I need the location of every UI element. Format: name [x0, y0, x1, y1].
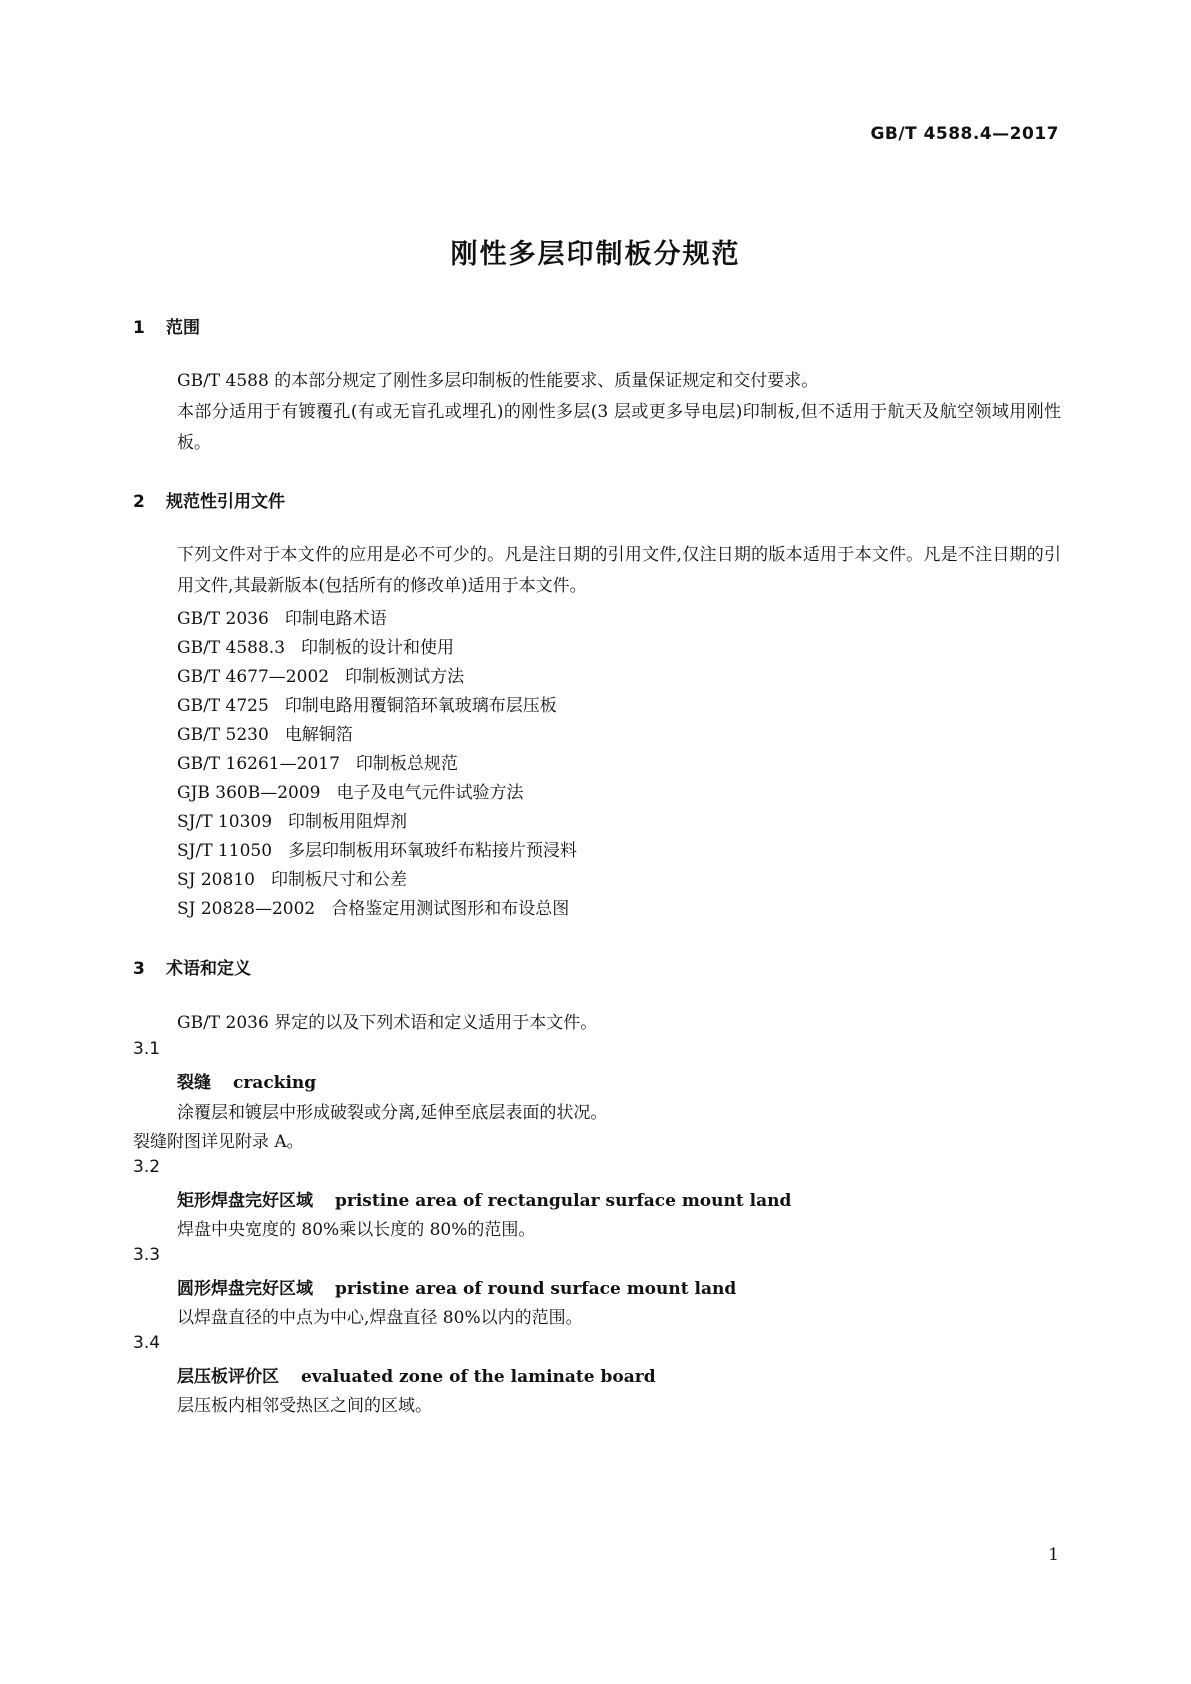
- section-title: 范围: [166, 318, 200, 338]
- term-zh: 层压板评价区: [177, 1367, 279, 1387]
- ref-code: GB/T 16261—2017: [177, 754, 340, 774]
- section-2-heading: [133, 487, 285, 512]
- reference-item: [177, 778, 524, 803]
- reference-item: [177, 633, 454, 658]
- term-note: 裂缝附图详见附录 A。: [133, 1132, 304, 1152]
- ref-code: GB/T 5230: [177, 725, 269, 745]
- section-1-heading: [133, 313, 200, 338]
- term-definition: 焊盘中央宽度的 80%乘以长度的 80%的范围。: [177, 1220, 536, 1240]
- reference-item: [177, 662, 464, 687]
- term-en: cracking: [233, 1073, 317, 1093]
- term-en: pristine area of rectangular surface mount land: [335, 1191, 792, 1211]
- ref-title: 印制板用阻焊剂: [288, 812, 408, 832]
- term-en: pristine area of round surface mount land: [335, 1279, 737, 1299]
- ref-code: GB/T 4725: [177, 696, 269, 716]
- reference-item: [177, 604, 387, 629]
- ref-code: SJ 20810: [177, 870, 255, 890]
- term-heading: [177, 1068, 316, 1093]
- ref-code: SJ/T 11050: [177, 841, 273, 861]
- term-heading: [177, 1274, 736, 1299]
- ref-title: 电子及电气元件试验方法: [336, 783, 524, 803]
- section-number: 1: [133, 318, 145, 338]
- standard-code: GB/T 4588.4—2017: [870, 124, 1059, 144]
- term-zh: 矩形焊盘完好区域: [177, 1191, 313, 1211]
- ref-title: 印制板尺寸和公差: [270, 870, 407, 890]
- paragraph: [133, 540, 1061, 602]
- ref-code: GB/T 4677—2002: [177, 667, 330, 687]
- section-number: 3: [133, 959, 145, 979]
- section-title: 规范性引用文件: [166, 492, 285, 512]
- reference-item: [177, 894, 569, 919]
- ref-code: GJB 360B—2009: [177, 783, 321, 803]
- ref-code: GB/T 4588.3: [177, 638, 286, 658]
- section-title: 术语和定义: [166, 959, 251, 979]
- reference-item: [177, 865, 407, 890]
- term-zh: 圆形焊盘完好区域: [177, 1279, 313, 1299]
- reference-item: [177, 720, 353, 745]
- ref-title: 合格鉴定用测试图形和布设总图: [331, 899, 570, 919]
- section-number: 2: [133, 492, 145, 512]
- term-number: 3.3: [133, 1245, 161, 1265]
- page-number: 1: [1048, 1545, 1059, 1565]
- term-definition: 层压板内相邻受热区之间的区域。: [177, 1396, 432, 1416]
- ref-title: 印制电路用覆铜箔环氧玻璃布层压板: [284, 696, 557, 716]
- term-zh: 裂缝: [177, 1073, 211, 1093]
- term-en: evaluated zone of the laminate board: [301, 1367, 656, 1387]
- term-definition: 涂覆层和镀层中形成破裂或分离,延伸至底层表面的状况。: [177, 1103, 608, 1123]
- term-number: 3.2: [133, 1157, 161, 1177]
- term-heading: [177, 1362, 656, 1387]
- paragraph-line: 本部分适用于有镀覆孔(有或无盲孔或埋孔)的刚性多层(3 层或更多导电层)印制板,但不适用于航天及航空领域用刚性板。: [177, 402, 1061, 453]
- paragraph-line: GB/T 2036 界定的以及下列术语和定义适用于本文件。: [177, 1013, 598, 1033]
- section-3-heading: [133, 954, 251, 979]
- term-number: 3.1: [133, 1039, 161, 1059]
- ref-code: GB/T 2036: [177, 609, 269, 629]
- ref-title: 印制电路术语: [284, 609, 387, 629]
- reference-item: [177, 836, 577, 861]
- reference-item: [177, 691, 557, 716]
- paragraph: [133, 366, 1061, 459]
- document-title: 刚性多层印制板分规范: [450, 239, 741, 270]
- ref-title: 多层印制板用环氧玻纤布粘接片预浸料: [288, 841, 578, 861]
- reference-item: [177, 807, 407, 832]
- paragraph-line: 下列文件对于本文件的应用是必不可少的。凡是注日期的引用文件,仅注日期的版本适用于本文件。凡是不注日期的引用文件,其最新版本(包括所有的修改单)适用于本文件。: [177, 545, 1061, 596]
- term-definition: 以焊盘直径的中点为中心,焊盘直径 80%以内的范围。: [177, 1308, 583, 1328]
- ref-title: 印制板测试方法: [345, 667, 465, 687]
- reference-item: [177, 749, 458, 774]
- ref-title: 印制板总规范: [355, 754, 458, 774]
- term-number: 3.4: [133, 1333, 161, 1353]
- ref-code: SJ 20828—2002: [177, 899, 316, 919]
- paragraph-line: GB/T 4588 的本部分规定了刚性多层印制板的性能要求、质量保证规定和交付要求。: [177, 371, 819, 391]
- ref-code: SJ/T 10309: [177, 812, 273, 832]
- ref-title: 电解铜箔: [284, 725, 353, 745]
- term-heading: [177, 1186, 791, 1211]
- ref-title: 印制板的设计和使用: [301, 638, 455, 658]
